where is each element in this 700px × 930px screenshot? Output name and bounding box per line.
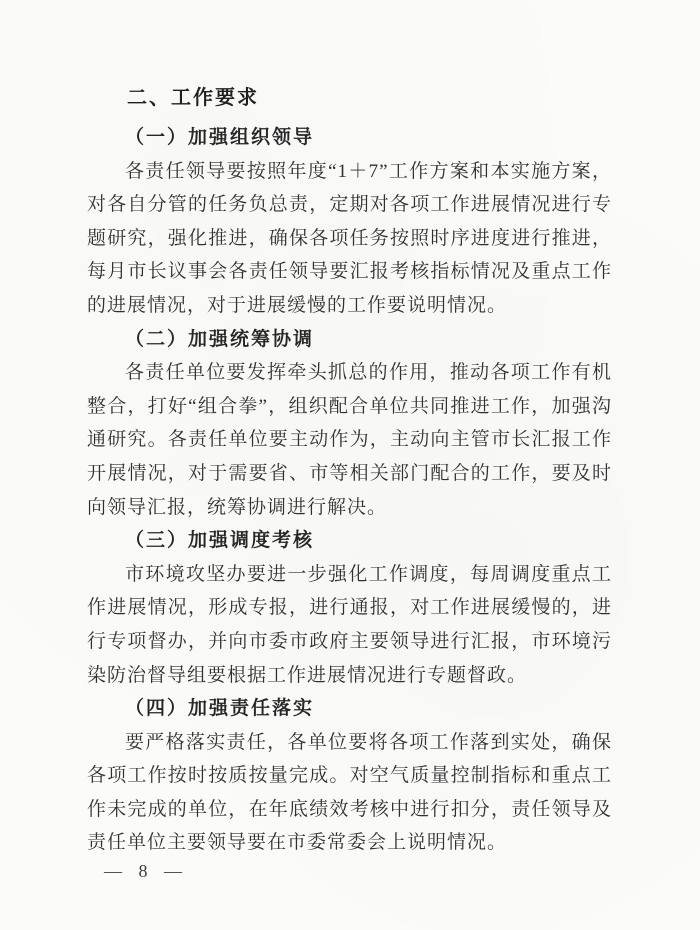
- section-2-paragraph: 各责任单位要发挥牵头抓总的作用，推动各项工作有机整合，打好“组合拳”，组织配合单位共同推进工作，加强沟通研究。各责任单位要主动作为，主动向主管市长汇报工作开展情况，对于需要省、市等相关部门配合的工作，要及时向领导汇报，统筹协调进行解决。: [87, 362, 612, 518]
- section-3-paragraph: 市环境攻坚办要进一步强化工作调度，每周调度重点工作进展情况，形成专报，进行通报，对工作进展缓慢的，进行专项督办，并向市委市政府主要领导进行汇报，市环境污染防治督导组要根据工作进展情况进行专题督政。: [87, 563, 612, 686]
- page-number: — 8 —: [104, 861, 183, 881]
- section-2-title: （二）加强统筹协调: [125, 328, 315, 350]
- section-4-title: （四）加强责任落实: [125, 698, 315, 720]
- section-3-title: （三）加强调度考核: [125, 530, 315, 552]
- document-heading: 二、工作要求: [127, 87, 259, 109]
- section-1-title: （一）加强组织领导: [125, 127, 315, 148]
- section-1-paragraph: 各责任领导要按照年度“1＋7”工作方案和本实施方案，对各自分管的任务负总责，定期对各项工作进展情况进行专题研究，强化推进，确保各项任务按照时序进度进行推进，每月市长议事会各责任领导要汇报考核指标情况及重点工作的进展情况，对于进展缓慢的工作要说明情况。: [87, 160, 612, 316]
- section-4-paragraph: 要严格落实责任，各单位要将各项工作落到实处，确保各项工作按时按质按量完成。对空气质量控制指标和重点工作未完成的单位，在年底绩效考核中进行扣分，责任领导及责任单位主要领导要在市委常委会上说明情况。: [87, 731, 612, 854]
